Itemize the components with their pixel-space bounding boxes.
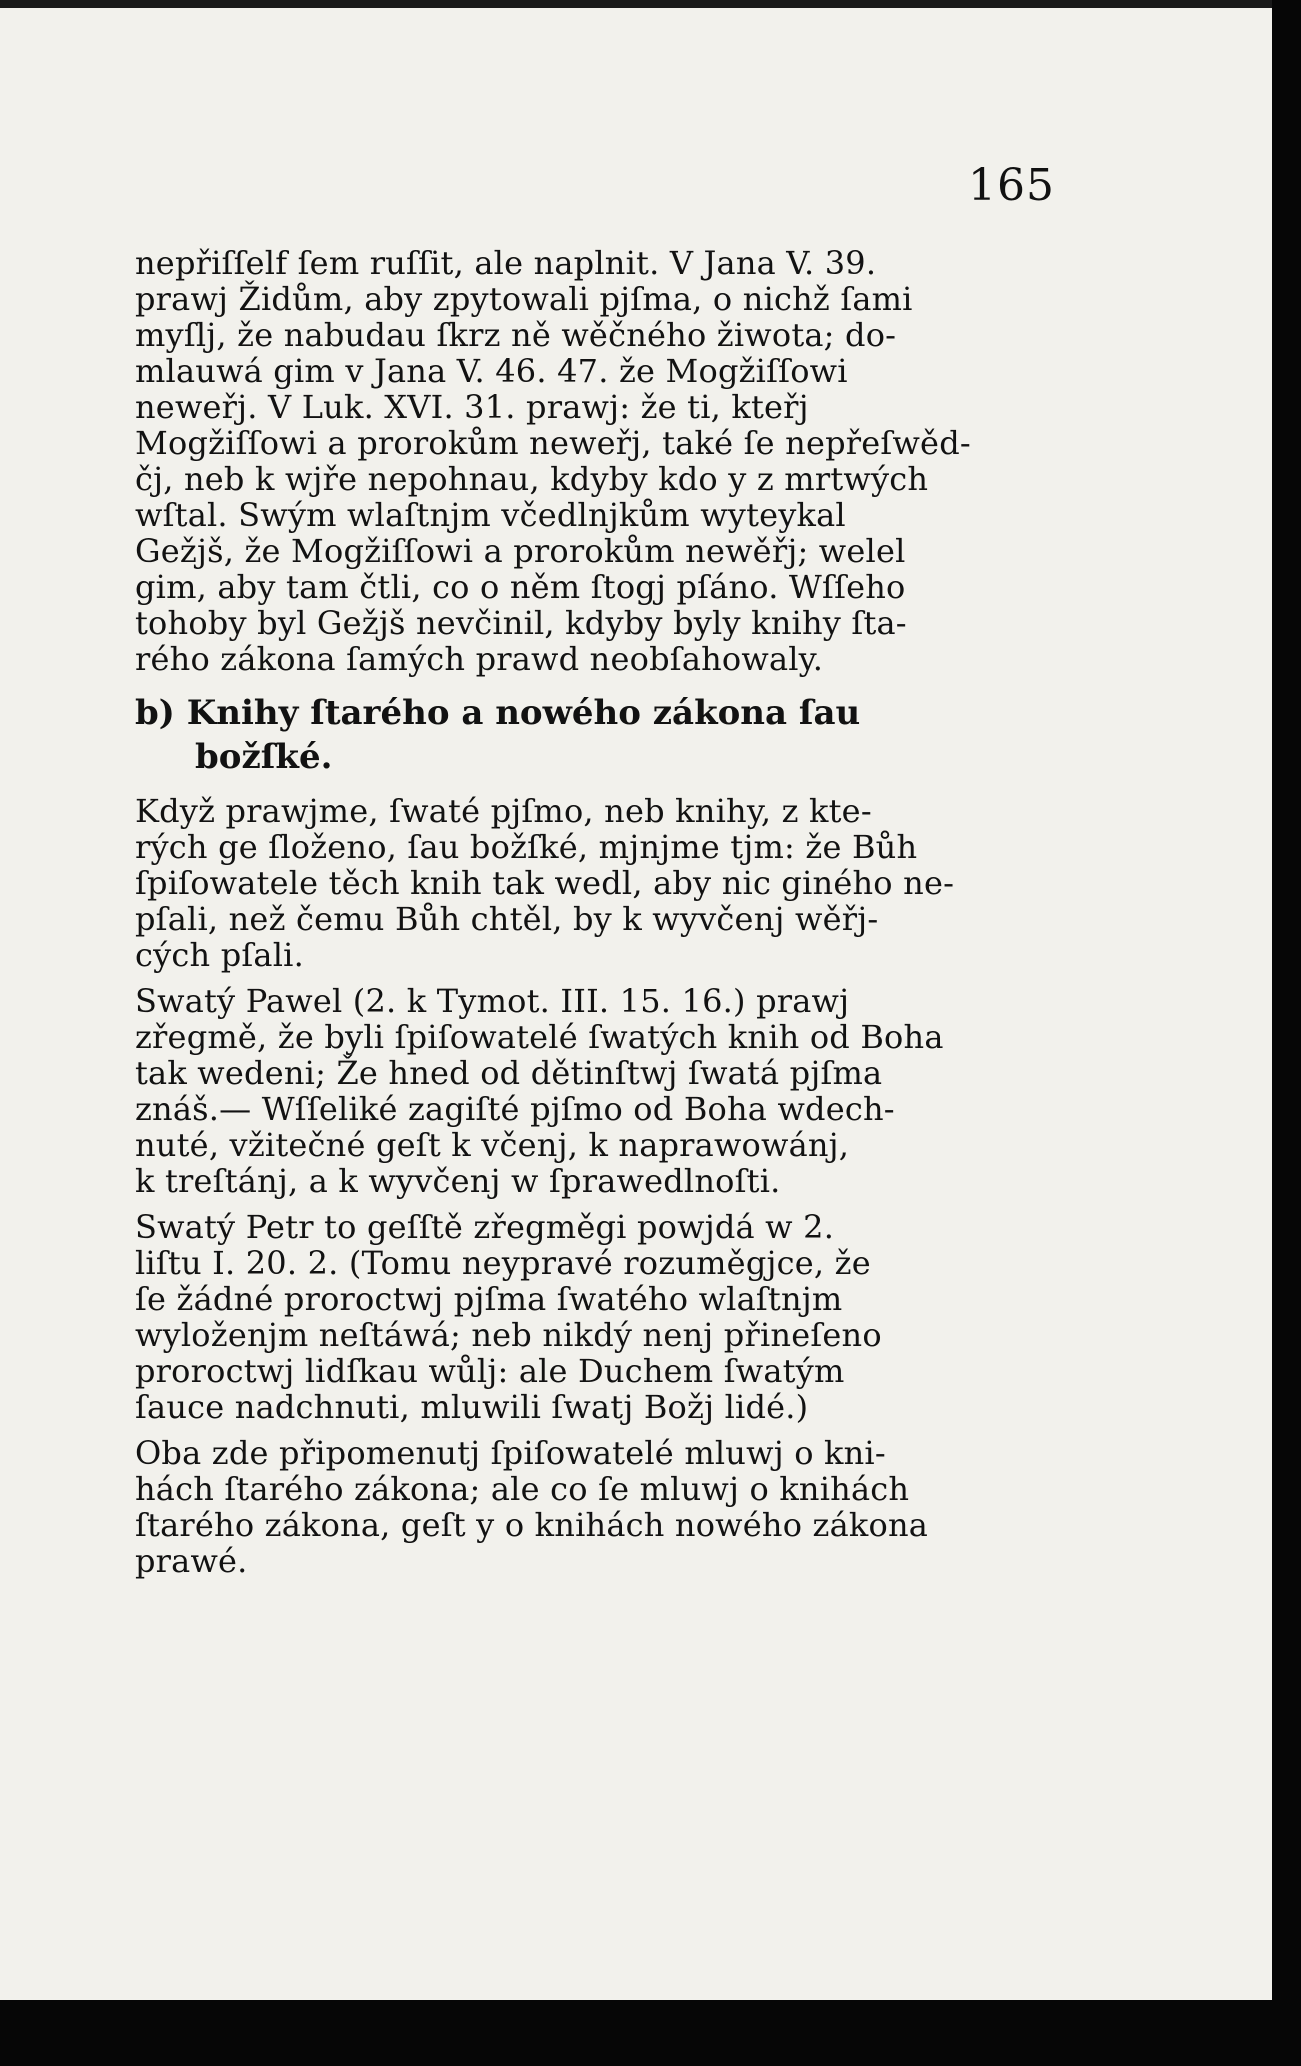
text-line: zřegmě, že byli ſpiſowatelé ſwatých knih od Boha — [135, 1018, 944, 1056]
text-line: ſe žádné proroctwj pjſma ſwatého wlaſtnjm — [135, 1280, 843, 1318]
text-line: neweřj. V Luk. XVI. 31. prawj: že ti, kteřj — [135, 388, 809, 426]
text-line: rých ge ſloženo, ſau božſké, mjnjme tjm: že Bůh — [135, 828, 918, 866]
text-line: gim, aby tam čtli, co o něm ſtogj pſáno. Wſſeho — [135, 568, 906, 606]
text-line: rého zákona ſamých prawd neobſahowaly. — [135, 640, 824, 678]
paragraph-1 — [135, 245, 1090, 677]
text-line: nuté, vžitečné geſt k včenj, k naprawowánj, — [135, 1126, 850, 1164]
text-line: prawj Židům, aby zpytowali pjſma, o nichž ſami — [135, 280, 913, 318]
section-heading — [135, 691, 1090, 779]
body-text — [135, 245, 1090, 1579]
text-line: pſali, než čemu Bůh chtěl, by k wyvčenj wěřj- — [135, 900, 879, 938]
paragraph-3 — [135, 983, 1090, 1199]
text-line: Když prawjme, ſwaté pjſmo, neb knihy, z kte- — [135, 792, 872, 830]
text-line: proroctwj lidſkau wůlj: ale Duchem ſwatým — [135, 1352, 845, 1390]
heading-line: b) Knihy ſtarého a nowého zákona ſau — [135, 693, 861, 733]
scan-top-edge — [0, 0, 1272, 8]
text-line: Mogžiſſowi a prorokům neweřj, také ſe nepřeſwěd- — [135, 424, 971, 462]
paragraph-4 — [135, 1209, 1090, 1425]
text-line: ſtarého zákona, geſt y o knihách nowého zákona — [135, 1506, 929, 1544]
text-line: myſlj, že nabudau ſkrz ně wěčného žiwota; do- — [135, 316, 897, 354]
text-line: wſtal. Swým wlaſtnjm včedlnjkům wyteykal — [135, 496, 846, 534]
text-line: Swatý Petr to geſſtě zřegměgi powjdá w 2. — [135, 1208, 835, 1246]
paragraph-5 — [135, 1435, 1090, 1579]
page-number: 165 — [968, 160, 1055, 211]
text-line: Gežjš, že Mogžiſſowi a prorokům newěřj; welel — [135, 532, 906, 570]
text-line: nepřiſſelf ſem ruſſit, ale naplnit. V Jana V. 39. — [135, 244, 877, 282]
text-line: ſpiſowatele těch knih tak wedl, aby nic giného ne- — [135, 864, 955, 902]
text-line: čj, neb k wjře nepohnau, kdyby kdo y z mrtwých — [135, 460, 929, 498]
text-line: wyloženjm neſtáwá; neb nikdý nenj přineſeno — [135, 1316, 882, 1354]
heading-line: božſké. — [195, 737, 333, 777]
text-line: ſauce nadchnuti, mluwili ſwatj Božj lidé.) — [135, 1388, 809, 1426]
text-line: k treſtánj, a k wyvčenj w ſprawedlnoſti. — [135, 1162, 781, 1200]
text-line: tohoby byl Gežjš nevčinil, kdyby byly knihy ſta- — [135, 604, 907, 642]
text-line: prawé. — [135, 1542, 248, 1580]
text-line: liſtu I. 20. 2. (Tomu neypravé rozuměgjce, že — [135, 1244, 871, 1282]
scan-right-edge — [1272, 0, 1301, 2066]
text-line: mlauwá gim v Jana V. 46. 47. že Mogžiſſowi — [135, 352, 848, 390]
paragraph-2 — [135, 793, 1090, 973]
scan-bottom-edge — [0, 2000, 1301, 2066]
text-line: hách ſtarého zákona; ale co ſe mluwj o knihách — [135, 1470, 910, 1508]
text-line: Swatý Pawel (2. k Tymot. III. 15. 16.) prawj — [135, 982, 850, 1020]
text-line: cých pſali. — [135, 936, 304, 974]
text-line: znáš.— Wſſeliké zagiſté pjſmo od Boha wdech- — [135, 1090, 895, 1128]
text-line: Oba zde připomenutj ſpiſowatelé mluwj o kni- — [135, 1434, 886, 1472]
text-line: tak wedeni; Že hned od dětinſtwj ſwatá pjſma — [135, 1054, 883, 1092]
